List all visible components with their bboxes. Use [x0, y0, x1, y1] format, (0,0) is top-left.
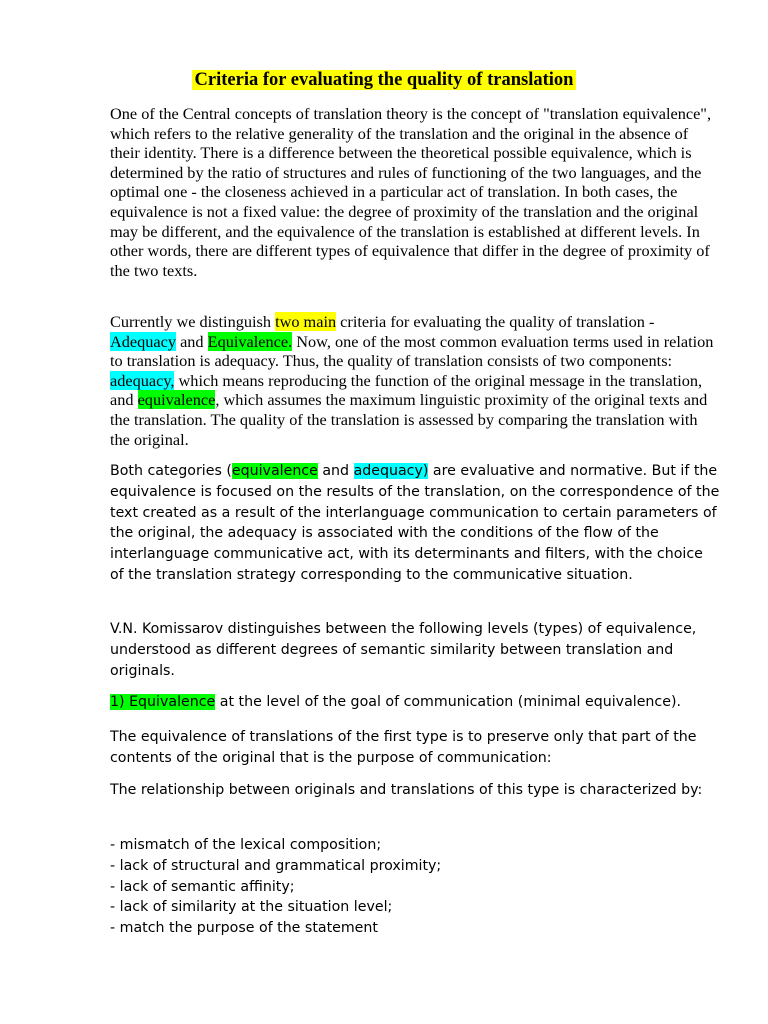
- title-text: Criteria for evaluating the quality of translation: [192, 70, 577, 90]
- highlight-two-main: two main: [275, 312, 337, 331]
- highlight-adequacy-2: adequacy,: [110, 370, 175, 390]
- paragraph-intro: One of the Central concepts of translation theory is the concept of "translation equivalence", which refers to the relative generality of the translation and the original in the absence of their identity. There is a difference between the theoretical possible equivalence, which is determined by the ratio of structures and rules of functioning of the two languages, and the optimal one - the closeness achieved in a particular act of translation. In both cases, the equivalence is not a fixed value: the degree of proximity of the translation and the original may be different, and the equivalence of the translation is established at different levels. In other words, there are different types of equivalence that differ in the degree of proximity of the two texts.: [110, 104, 712, 280]
- highlight-adequacy: Adequacy: [110, 331, 176, 351]
- paragraph-relationship: The relationship between originals and translations of this type is characterized by:: [110, 782, 703, 798]
- list-item: - lack of similarity at the situation level;: [110, 899, 393, 916]
- highlight-equivalence-2: equivalence: [137, 390, 216, 410]
- list-item: - match the purpose of the statement: [110, 920, 378, 937]
- highlight-equivalence: Equivalence.: [207, 331, 293, 351]
- list-item: - lack of semantic affinity;: [110, 878, 295, 895]
- paragraph-komissarov: V.N. Komissarov distinguishes between the following levels (types) of equivalence, understood as different degrees of semantic similarity between translation and originals.: [110, 621, 697, 679]
- highlight-equivalence-3: equivalence: [231, 463, 318, 479]
- characteristics-list: [110, 835, 720, 939]
- paragraph-level-1: 1) Equivalence at the level of the goal of communication (minimal equivalence).: [110, 694, 681, 710]
- paragraph-first-type: The equivalence of translations of the first type is to preserve only that part of the contents of the original that is the purpose of communication:: [110, 729, 697, 766]
- paragraph-categories: Both categories (equivalence and adequacy) are evaluative and normative. But if the equivalence is focused on the results of the translation, on the correspondence of the text created as a result of the interlanguage communication to certain parameters of the original, the adequacy is associated with the conditions of the flow of the interlanguage communicative act, with its determinants and filters, with the choice of the translation strategy corresponding to the communicative situation.: [110, 463, 720, 583]
- document-title: [0, 69, 768, 91]
- paragraph-criteria: Currently we distinguish two main criteria for evaluating the quality of translation - Adequacy and Equivalence. Now, one of the most common evaluation terms used in relation to translation is adequacy. Thus, the quality of translation consists of two components: adequacy, which means reproducing the function of the original message in the translation, and equivalence, which assumes the maximum linguistic proximity of the original texts and the translation. The quality of the translation is assessed by comparing the translation with the original.: [110, 312, 714, 449]
- highlight-adequacy-3: adequacy): [353, 463, 429, 479]
- list-item: - mismatch of the lexical composition;: [110, 837, 382, 853]
- highlight-level-1: 1) Equivalence: [110, 694, 216, 710]
- list-item: - lack of structural and grammatical proximity;: [110, 857, 442, 874]
